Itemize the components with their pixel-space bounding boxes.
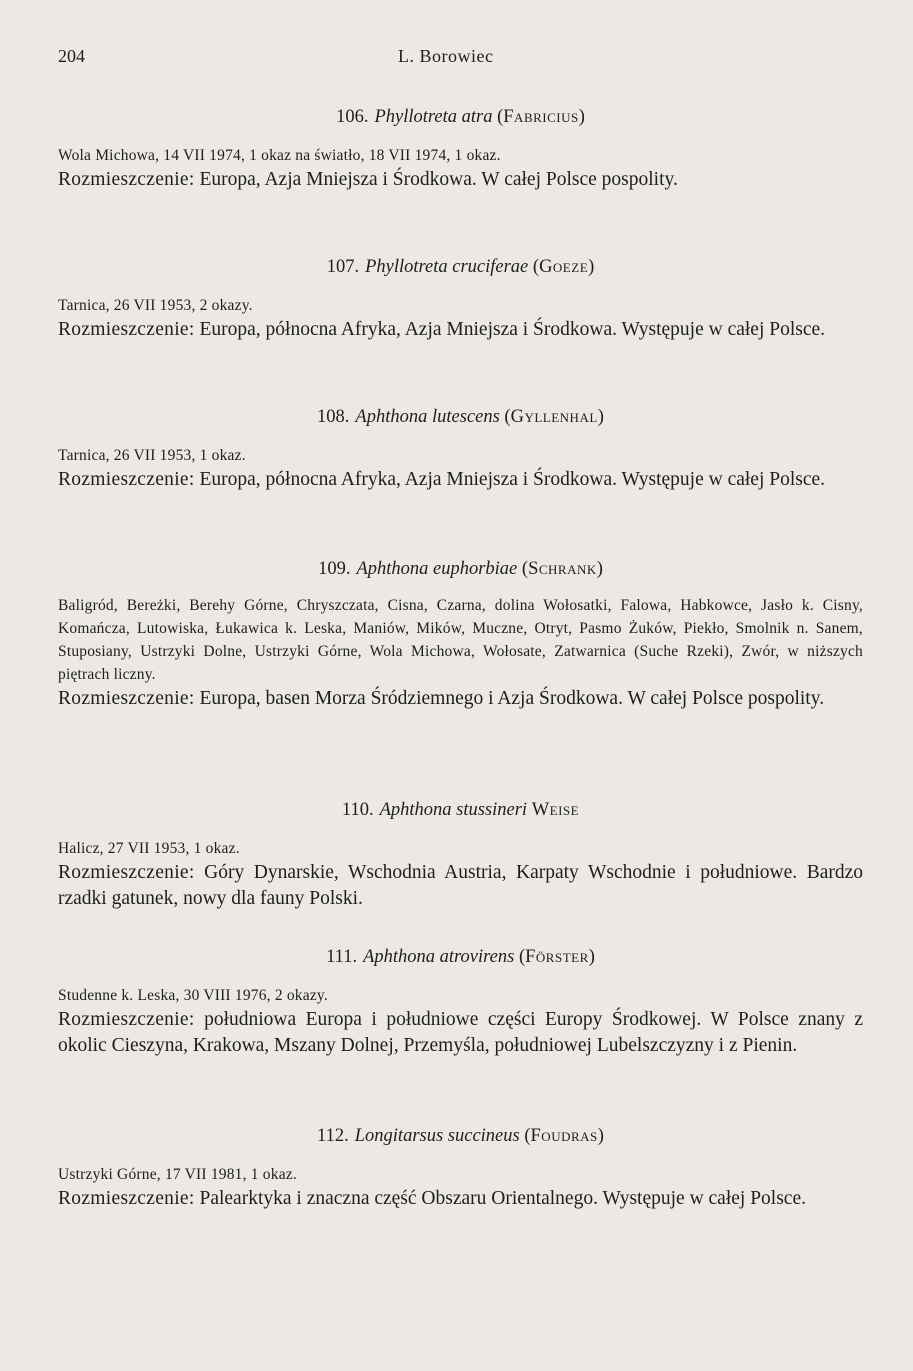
distribution-body: Europa, północna Afryka, Azja Mniejsza i Środkowa. Występuje w całej Polsce. xyxy=(199,319,826,340)
species-author: Weise xyxy=(531,800,580,820)
author-close-paren: ) xyxy=(588,257,595,277)
species-name: Phyllotreta cruciferae xyxy=(365,257,529,277)
distribution-label: Rozmieszczenie: xyxy=(58,469,195,490)
locality-record: Halicz, 27 VII 1953, 1 okaz. xyxy=(58,840,240,857)
author-close-paren: ) xyxy=(597,407,604,427)
species-number: 107. xyxy=(326,257,360,277)
species-author: Gyllenhal xyxy=(510,407,598,427)
running-head xyxy=(58,46,853,76)
distribution-label: Rozmieszczenie: xyxy=(58,862,195,883)
species-heading xyxy=(58,797,863,823)
locality-record: Tarnica, 26 VII 1953, 1 okaz. xyxy=(58,447,246,464)
species-name: Aphthona atrovirens xyxy=(363,947,515,967)
distribution-label: Rozmieszczenie: xyxy=(58,1188,195,1209)
distribution-text xyxy=(58,860,863,912)
species-heading xyxy=(58,404,863,430)
species-number: 110. xyxy=(341,800,374,820)
species-heading xyxy=(58,1123,863,1149)
species-entry xyxy=(58,797,863,912)
distribution-text xyxy=(58,467,863,493)
species-name: Phyllotreta atra xyxy=(374,107,493,127)
page-number: 204 xyxy=(58,46,85,66)
distribution-body: Europa, Azja Mniejsza i Środkowa. W całej Polsce pospolity. xyxy=(199,169,678,190)
author-open-paren: ( xyxy=(521,559,529,579)
author-close-paren: ) xyxy=(588,947,595,967)
species-entry xyxy=(58,254,863,343)
species-author: Fabricius xyxy=(503,107,579,127)
distribution-body: Palearktyka i znaczna część Obszaru Orientalnego. Występuje w całej Polsce. xyxy=(199,1188,806,1209)
species-name: Aphthona euphorbiae xyxy=(356,559,518,579)
species-entry xyxy=(58,556,863,712)
distribution-label: Rozmieszczenie: xyxy=(58,319,195,340)
distribution-body: Europa, północna Afryka, Azja Mniejsza i Środkowa. Występuje w całej Polsce. xyxy=(199,469,826,490)
species-author: Schrank xyxy=(528,559,597,579)
species-entry xyxy=(58,944,863,1059)
author-open-paren: ( xyxy=(518,947,526,967)
species-number: 111. xyxy=(326,947,358,967)
species-heading xyxy=(58,254,863,280)
locality-record: Tarnica, 26 VII 1953, 2 okazy. xyxy=(58,297,253,314)
species-name: Aphthona lutescens xyxy=(355,407,500,427)
species-heading xyxy=(58,944,863,970)
species-author: Förster xyxy=(525,947,589,967)
species-entry xyxy=(58,104,863,193)
species-author: Foudras xyxy=(530,1126,598,1146)
species-entry xyxy=(58,404,863,493)
author-open-paren: ( xyxy=(497,107,504,127)
distribution-body: Europa, basen Morza Śródziemnego i Azja Środkowa. W całej Polsce pospolity. xyxy=(199,688,825,709)
locality-record: Studenne k. Leska, 30 VIII 1976, 2 okazy. xyxy=(58,987,328,1004)
author-close-paren: ) xyxy=(597,1126,604,1146)
species-number: 106. xyxy=(336,107,369,127)
species-number: 109. xyxy=(318,559,351,579)
species-name: Aphthona stussineri xyxy=(379,800,528,820)
distribution-text xyxy=(58,317,863,343)
author-close-paren: ) xyxy=(596,559,603,579)
species-heading xyxy=(58,104,863,130)
distribution-label: Rozmieszczenie: xyxy=(58,1009,195,1030)
species-entry xyxy=(58,1123,863,1212)
distribution-text xyxy=(58,1186,863,1212)
species-author: Goeze xyxy=(539,257,589,277)
distribution-body: Góry Dynarskie, Wschodnia Austria, Karpaty Wschodnie i południowe. Bardzo rzadki gatunek, nowy dla fauny Polski. xyxy=(58,862,864,909)
author-close-paren: ) xyxy=(578,107,585,127)
species-name: Longitarsus succineus xyxy=(354,1126,520,1146)
author-open-paren: ( xyxy=(532,257,540,277)
species-number: 112. xyxy=(317,1126,349,1146)
distribution-text xyxy=(58,167,863,193)
distribution-text xyxy=(58,1007,863,1059)
locality-record: Baligród, Bereżki, Berehy Górne, Chryszczata, Cisna, Czarna, dolina Wołosatki, Falowa, Habkowce, Jasło k. Cisny, Komańcza, Lutowiska, Łukawica k. Leska, Maniów, Mików, Muczne, Otryt, Pasmo Żuków, Piekło, Smolnik n. Sanem, Stuposiany, Ustrzyki Dolne, Ustrzyki Górne, Wola Michowa, Wołosate, Zatwarnica (Suche Rzeki), Zwór, w niższych piętrach liczny. xyxy=(58,597,863,683)
species-number: 108. xyxy=(317,407,350,427)
author-open-paren: ( xyxy=(504,407,511,427)
locality-record: Wola Michowa, 14 VII 1974, 1 okaz na światło, 18 VII 1974, 1 okaz. xyxy=(58,147,501,164)
locality-record: Ustrzyki Górne, 17 VII 1981, 1 okaz. xyxy=(58,1166,297,1183)
author-open-paren: ( xyxy=(524,1126,531,1146)
distribution-text xyxy=(58,686,863,712)
distribution-label: Rozmieszczenie: xyxy=(58,169,195,190)
species-heading xyxy=(58,556,863,582)
distribution-label: Rozmieszczenie: xyxy=(58,688,195,709)
running-head-author: L. Borowiec xyxy=(398,46,494,66)
distribution-body: południowa Europa i południowe części Europy Środkowej. W Polsce znany z okolic Cieszyna, Krakowa, Mszany Dolnej, Przemyśla, południowej Lubelszczyzny i z Pienin. xyxy=(58,1009,863,1056)
